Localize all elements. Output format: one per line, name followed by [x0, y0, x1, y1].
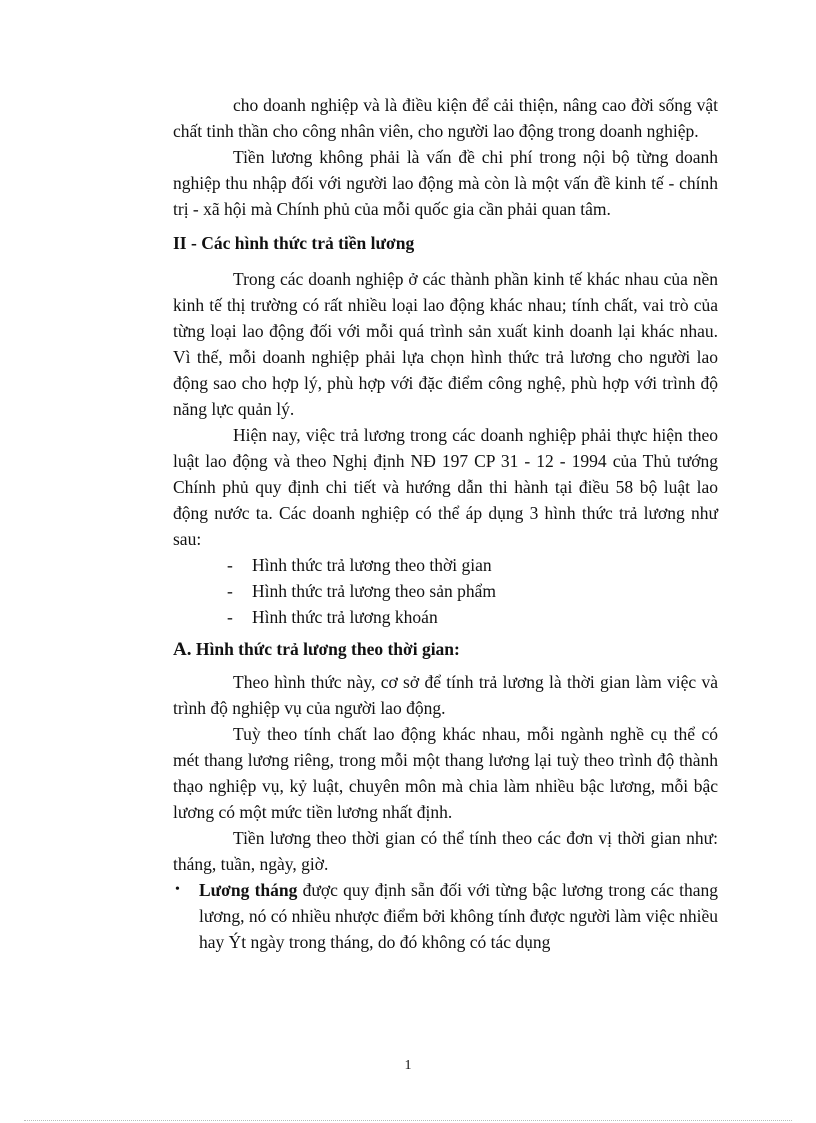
list-item: [227, 578, 718, 604]
bullet-term: Lương tháng: [199, 880, 298, 900]
dash-marker: -: [227, 581, 233, 601]
list-item-text: Hình thức trả lương theo thời gian: [252, 555, 492, 575]
bullet-icon: •: [175, 882, 180, 897]
list-item: [227, 552, 718, 578]
paragraph: Trong các doanh nghiệp ở các thành phần kinh tế khác nhau của nền kinh tế thị trường có rất nhiều loại lao động khác nhau; tính chất, vai trò của từng loại lao động đối với mỗi quá trình sản xuất kinh doanh lại khác nhau. Vì thế, mỗi doanh nghiệp phải lựa chọn hình thức trả lương cho người lao động sao cho hợp lý, phù hợp với đặc điểm công nghệ, phù hợp với trình độ năng lực quản lý.: [173, 269, 718, 419]
document-page: [173, 92, 718, 955]
bullet-text: được quy định sẵn đối với từng bậc lương trong các thang lương, nó có nhiều nhược điểm bởi không tính được người làm việc nhiều hay Ýt ngày trong tháng, do đó không có tác dụng: [199, 880, 719, 952]
paragraph: Tuỳ theo tính chất lao động khác nhau, mỗi ngành nghề cụ thể có mét thang lương riêng, trong mỗi một thang lương lại tuỳ theo trình độ thành thạo nghiệp vụ, kỷ luật, chuyên môn mà chia làm nhiều bậc lương, mỗi bậc lương có một mức tiền lương nhất định.: [173, 724, 718, 822]
bullet-item: [173, 877, 718, 955]
paragraph: Theo hình thức này, cơ sở để tính trả lương là thời gian làm việc và trình độ nghiệp vụ của người lao động.: [173, 672, 718, 718]
paragraph: cho doanh nghiệp và là điều kiện để cải thiện, nâng cao đời sống vật chất tinh thần cho công nhân viên, cho người lao động trong doanh nghiệp.: [173, 95, 718, 141]
page-bottom-divider: [24, 1120, 792, 1121]
paragraph: Tiền lương theo thời gian có thể tính theo các đơn vị thời gian như: tháng, tuần, ngày, giờ.: [173, 828, 718, 874]
section-heading: II - Các hình thức trả tiền lương: [173, 233, 415, 253]
list-item-text: Hình thức trả lương khoán: [252, 607, 438, 627]
subsection-heading: [173, 630, 718, 669]
bullet-list: [173, 877, 718, 955]
subsection-title: Hình thức trả lương theo thời gian:: [195, 639, 460, 659]
dash-marker: -: [227, 555, 233, 575]
dash-marker: -: [227, 607, 233, 627]
list-item: [227, 604, 718, 630]
page-number: 1: [404, 1058, 412, 1073]
list-item-text: Hình thức trả lương theo sản phẩm: [252, 581, 497, 601]
paragraph: Hiện nay, việc trả lương trong các doanh nghiệp phải thực hiện theo luật lao động và theo Nghị định NĐ 197 CP 31 - 12 - 1994 của Thủ tướng Chính phủ quy định chi tiết và hướng dẫn thi hành tại điều 58 bộ luật lao động nước ta. Các doanh nghiệp có thể áp dụng 3 hình thức trả lương như sau:: [173, 425, 718, 549]
payment-forms-list: [173, 552, 718, 630]
subsection-letter: A.: [173, 639, 192, 660]
paragraph: Tiền lương không phải là vấn đề chi phí trong nội bộ từng doanh nghiệp thu nhập đối với người lao động mà còn là một vấn đề kinh tế - chính trị - xã hội mà Chính phủ của mỗi quốc gia cần phải quan tâm.: [173, 147, 718, 219]
